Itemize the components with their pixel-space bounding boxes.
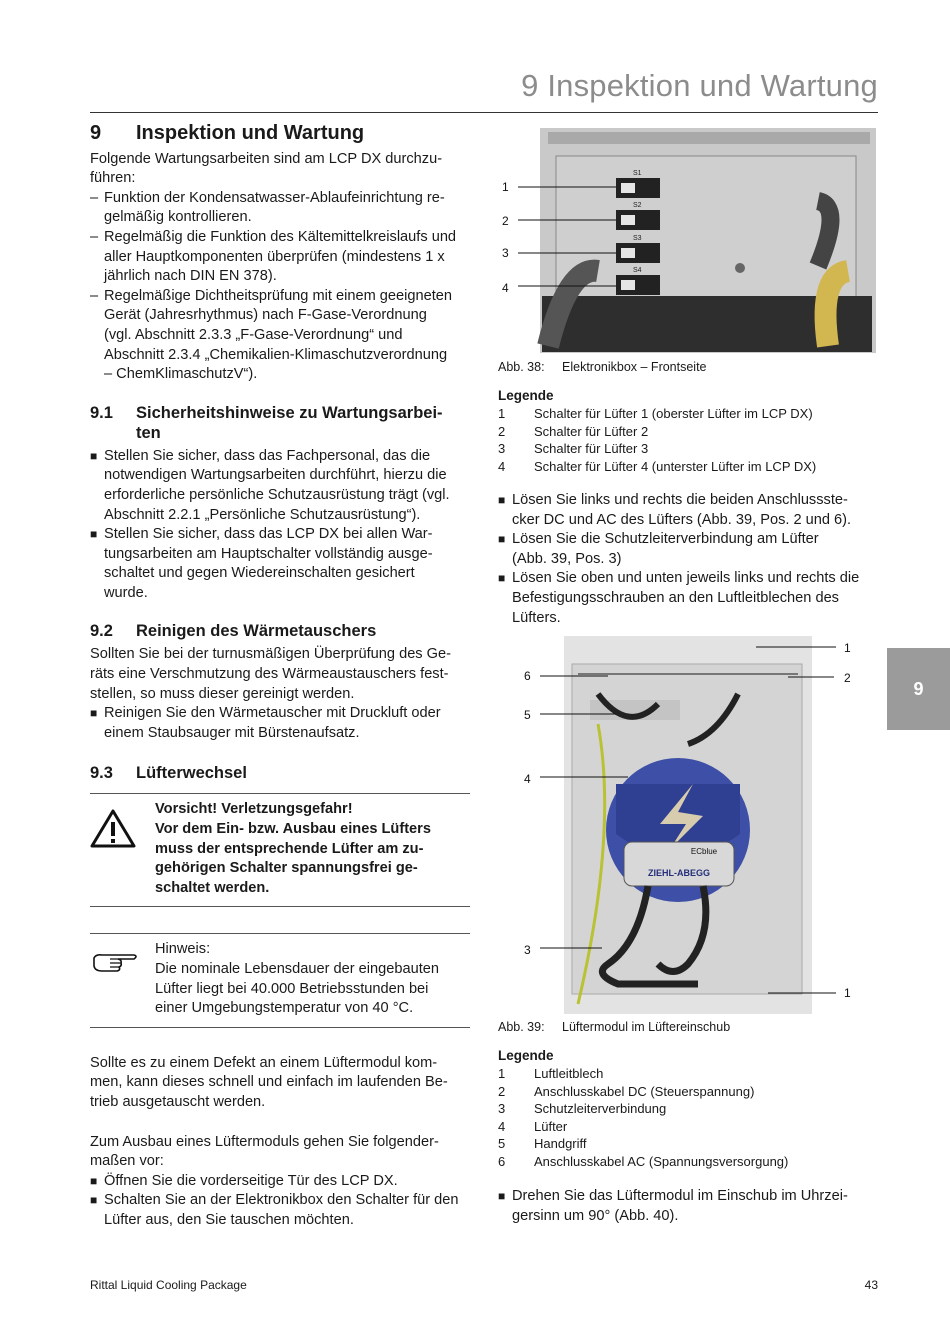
warning-text: Vorsicht! Verletzungsgefahr! bbox=[155, 801, 353, 818]
fan-module-photo bbox=[498, 634, 878, 1016]
bullet-item: ■ Drehen Sie das Lüftermodul im Einschub im Uhrzei- gersinn um 90° (Abb. 40). bbox=[498, 1187, 878, 1226]
bullet-item: ■ Lösen Sie die Schutzleiterverbindung am Lüfter (Abb. 39, Pos. 3) bbox=[498, 530, 878, 569]
electronics-box-photo bbox=[498, 126, 878, 356]
text-line: Zum Ausbau eines Lüftermoduls gehen Sie folgender- bbox=[90, 1133, 439, 1150]
caption-number: Abb. 38: bbox=[498, 360, 545, 374]
text-line: Gerät (Jahresrhythmus) nach F-Gase-Verordnung bbox=[104, 307, 427, 324]
text-line: men, kann dieses schnell und einfach im laufenden Be- bbox=[90, 1074, 448, 1091]
text-line: Sollten Sie bei der turnusmäßigen Überprüfung des Ge- bbox=[90, 646, 451, 663]
text-line: Abschnitt 2.2.1 „Persönliche Schutzausrüstung“). bbox=[104, 506, 421, 523]
text-line: erforderliche persönliche Schutzausrüstung trägt (vgl. bbox=[104, 486, 450, 503]
section-title: Lüfterwechsel bbox=[136, 764, 247, 783]
chapter-tab: 9 bbox=[887, 648, 950, 730]
text-line: (Abb. 39, Pos. 3) bbox=[512, 550, 622, 567]
text-line: räts eine Verschmutzung des Wärmeaustauschers fest- bbox=[90, 666, 449, 683]
legend-item: 1 Luftleitblech bbox=[498, 1066, 604, 1082]
text-line: gelmäßig kontrollieren. bbox=[104, 209, 252, 226]
caption-number: Abb. 39: bbox=[498, 1020, 545, 1034]
legend-item: 4 Schalter für Lüfter 4 (unterster Lüfter im LCP DX) bbox=[498, 458, 817, 474]
figure-39-text bbox=[498, 1018, 878, 1170]
text-line: Lösen Sie links und rechts die beiden Anschlussste- bbox=[512, 492, 848, 508]
text-line: Öffnen Sie die vorderseitige Tür des LCP DX. bbox=[104, 1172, 398, 1189]
text-line: – ChemKlimaschutzV“). bbox=[104, 366, 258, 383]
dash-item: – Regelmäßig die Funktion des Kältemittelkreislaufs und aller Hauptkomponenten überprüfen (mindestens 1 x jährlich nach DIN EN 378). bbox=[90, 228, 470, 287]
callout-number: 2 bbox=[502, 214, 509, 228]
text-line: aller Hauptkomponenten überprüfen (mindestens 1 x bbox=[104, 248, 445, 265]
text-line: cker DC und AC des Lüfters (Abb. 39, Pos. 2 und 6). bbox=[512, 511, 852, 528]
text-line: Funktion der Kondensatwasser-Ablaufeinrichtung re- bbox=[104, 189, 445, 206]
bullet-item: ■ Stellen Sie sicher, dass das Fachpersonal, das die notwendigen Wartungsarbeiten durchführt, hierzu die erforderliche persönliche Schutzausrüstung trägt (vgl. Abschnitt 2.2.1 „Persönliche Schutzausrüstung“). bbox=[90, 447, 470, 525]
text-line: Lüfters. bbox=[512, 609, 561, 626]
text-line: Lüfter aus, den Sie tauschen möchten. bbox=[104, 1211, 354, 1228]
text-line: Befestigungsschrauben an den Luftleitblechen des bbox=[512, 589, 839, 606]
callout-number: 4 bbox=[524, 772, 531, 786]
dash-item: – Funktion der Kondensatwasser-Ablaufeinrichtung re- gelmäßig kontrollieren. bbox=[90, 189, 470, 228]
text-line: wurde. bbox=[104, 584, 148, 601]
note-text: Lüfter liegt bei 40.000 Betriebsstunden bei bbox=[155, 980, 429, 997]
left-column bbox=[90, 120, 470, 1231]
figure-39 bbox=[498, 634, 878, 1016]
text-line: Stellen Sie sicher, dass das LCP DX bei allen War- bbox=[104, 526, 433, 543]
text-line: Abschnitt 2.3.4 „Chemikalien-Klimaschutzverordnung bbox=[104, 346, 448, 363]
legend-item: 3 Schalter für Lüfter 3 bbox=[498, 441, 649, 457]
header-rule bbox=[90, 112, 878, 113]
text-line: Lösen Sie oben und unten jeweils links und rechts die bbox=[512, 570, 860, 587]
callout-number: 1 bbox=[844, 986, 851, 1000]
section-title: ten bbox=[136, 423, 161, 442]
bullet-item: ■ Stellen Sie sicher, dass das LCP DX bei allen War- tungsarbeiten am Hauptschalter vollständig ausge- schaltet und gegen Wiedereinschalten gesichert wurde. bbox=[90, 525, 470, 603]
bullet-item: ■ Lösen Sie oben und unten jeweils links und rechts die Befestigungsschrauben an den Luftleitblechen des Lüfters. bbox=[498, 569, 878, 628]
footer-title: Rittal Liquid Cooling Package bbox=[90, 1278, 247, 1292]
note-box bbox=[90, 933, 470, 1027]
bullet-item: ■ Öffnen Sie die vorderseitige Tür des LCP DX. bbox=[90, 1172, 470, 1192]
callout-number: 6 bbox=[524, 669, 531, 683]
figure-caption bbox=[498, 358, 878, 378]
text-line: Regelmäßige Dichtheitsprüfung mit einem geeigneten bbox=[104, 287, 453, 304]
warning-text: muss der entsprechende Lüfter am zu- bbox=[155, 840, 424, 857]
legend-item: 6 Anschlusskabel AC (Spannungsversorgung) bbox=[498, 1153, 789, 1169]
intro-line: Folgende Wartungsarbeiten sind am LCP DX durchzu- bbox=[90, 150, 443, 167]
legend-item: 4 Lüfter bbox=[498, 1118, 568, 1134]
text-line: einem Staubsauger mit Bürstenaufsatz. bbox=[104, 724, 360, 741]
warning-text: gehörigen Schalter spannungsfrei ge- bbox=[155, 860, 418, 877]
text-line: gersinn um 90° (Abb. 40). bbox=[512, 1207, 679, 1224]
steps-middle bbox=[498, 491, 878, 628]
section-9-3-heading bbox=[90, 763, 470, 783]
switch-label: S1 bbox=[633, 170, 642, 177]
warning-box bbox=[90, 793, 470, 907]
figure-38-text bbox=[498, 358, 878, 475]
dash-item: – Regelmäßige Dichtheitsprüfung mit einem geeigneten Gerät (Jahresrhythmus) nach F-Gase-Verordnung (vgl. Abschnitt 2.3.3 „F-Gase-Verordnung“ und Abschnitt 2.3.4 „Chemikalien-Klimaschutzverordnung – ChemKlimaschutzV“). bbox=[90, 287, 470, 385]
text-line: trieb ausgetauscht werden. bbox=[90, 1093, 266, 1110]
section-9-2-heading bbox=[90, 621, 470, 641]
bullet-item: ■ Reinigen Sie den Wärmetauscher mit Druckluft oder einem Staubsauger mit Bürstenaufsatz. bbox=[90, 704, 470, 743]
text-line: tungsarbeiten am Hauptschalter vollständig ausge- bbox=[104, 545, 433, 562]
callout-number: 5 bbox=[524, 708, 531, 722]
section-number: 9 bbox=[90, 122, 102, 144]
text-line: maßen vor: bbox=[90, 1153, 164, 1170]
caption-text: Lüftermodul im Lüftereinschub bbox=[562, 1020, 731, 1034]
bullet-item: ■ Schalten Sie an der Elektronikbox den Schalter für den Lüfter aus, den Sie tauschen möchten. bbox=[90, 1191, 470, 1230]
callout-number: 3 bbox=[502, 246, 509, 260]
steps-end bbox=[498, 1187, 878, 1226]
switch-label: S3 bbox=[633, 235, 642, 242]
running-header-title: 9 Inspektion und Wartung bbox=[521, 68, 878, 103]
text-line: jährlich nach DIN EN 378). bbox=[104, 268, 277, 285]
legend-title: Legende bbox=[498, 1047, 554, 1063]
legend-item: 1 Schalter für Lüfter 1 (oberster Lüfter im LCP DX) bbox=[498, 406, 813, 422]
bullet-item: ■ Lösen Sie links und rechts die beiden Anschlussste- cker DC und AC des Lüfters (Abb. 39, Pos. 2 und 6). bbox=[498, 491, 878, 530]
switch-label: S2 bbox=[633, 202, 642, 209]
figure-38 bbox=[498, 126, 878, 356]
warning-text: schaltet werden. bbox=[155, 879, 270, 896]
text-line: schaltet und gegen Wiedereinschalten gesichert bbox=[104, 565, 415, 582]
callout-number: 4 bbox=[502, 281, 509, 295]
note-text: Hinweis: bbox=[155, 941, 211, 958]
fan-brand-label: ZIEHL-ABEGG bbox=[648, 868, 710, 878]
text-line: Stellen Sie sicher, dass das Fachpersonal, das die bbox=[104, 447, 431, 464]
text-line: Regelmäßig die Funktion des Kältemittelkreislaufs und bbox=[104, 228, 457, 245]
intro-line: führen: bbox=[90, 170, 136, 187]
legend-item: 2 Schalter für Lüfter 2 bbox=[498, 423, 649, 439]
callout-number: 1 bbox=[844, 641, 851, 655]
section-title: Reinigen des Wärmetauschers bbox=[136, 622, 377, 641]
text-line: Schalten Sie an der Elektronikbox den Schalter für den bbox=[104, 1192, 459, 1209]
switch-label: S4 bbox=[633, 267, 642, 274]
section-title: Inspektion und Wartung bbox=[136, 122, 365, 144]
warning-triangle-icon bbox=[90, 794, 155, 906]
text-line: notwendigen Wartungsarbeiten durchführt, hierzu die bbox=[104, 467, 447, 484]
callout-number: 1 bbox=[502, 180, 509, 194]
note-text: einer Umgebungstemperatur von 40 °C. bbox=[155, 1000, 414, 1017]
section-9-heading bbox=[90, 124, 470, 144]
callout-number: 2 bbox=[844, 671, 851, 685]
section-number: 9.1 bbox=[90, 403, 113, 422]
caption-text: Elektronikbox – Frontseite bbox=[562, 360, 707, 374]
note-text: Die nominale Lebensdauer der eingebauten bbox=[155, 961, 439, 977]
legend-item: 3 Schutzleiterverbindung bbox=[498, 1101, 667, 1117]
fan-model-label: ECblue bbox=[690, 847, 718, 856]
text-line: Drehen Sie das Lüftermodul im Einschub im Uhrzei- bbox=[512, 1188, 848, 1204]
text-line: Lösen Sie die Schutzleiterverbindung am Lüfter bbox=[512, 531, 819, 548]
page-number: 43 bbox=[864, 1278, 878, 1292]
pointing-hand-icon bbox=[90, 934, 155, 1026]
section-title: Sicherheitshinweise zu Wartungsarbei- bbox=[136, 403, 443, 422]
warning-text: Vor dem Ein- bzw. Ausbau eines Lüfters bbox=[155, 821, 431, 838]
section-number: 9.2 bbox=[90, 622, 113, 641]
callout-number: 3 bbox=[524, 943, 531, 957]
text-line: stellen, so muss dieser gereinigt werden. bbox=[90, 685, 355, 702]
text-line: Sollte es zu einem Defekt an einem Lüftermodul kom- bbox=[90, 1054, 438, 1071]
figure-caption bbox=[498, 1018, 878, 1038]
legend-item: 5 Handgriff bbox=[498, 1136, 587, 1152]
text-line: (vgl. Abschnitt 2.3.3 „F-Gase-Verordnung“ und bbox=[104, 326, 403, 343]
text-line: Reinigen Sie den Wärmetauscher mit Druckluft oder bbox=[104, 705, 441, 722]
section-9-1-heading bbox=[90, 403, 470, 443]
legend-title: Legende bbox=[498, 387, 554, 403]
section-number: 9.3 bbox=[90, 764, 113, 783]
legend-item: 2 Anschlusskabel DC (Steuerspannung) bbox=[498, 1083, 755, 1099]
